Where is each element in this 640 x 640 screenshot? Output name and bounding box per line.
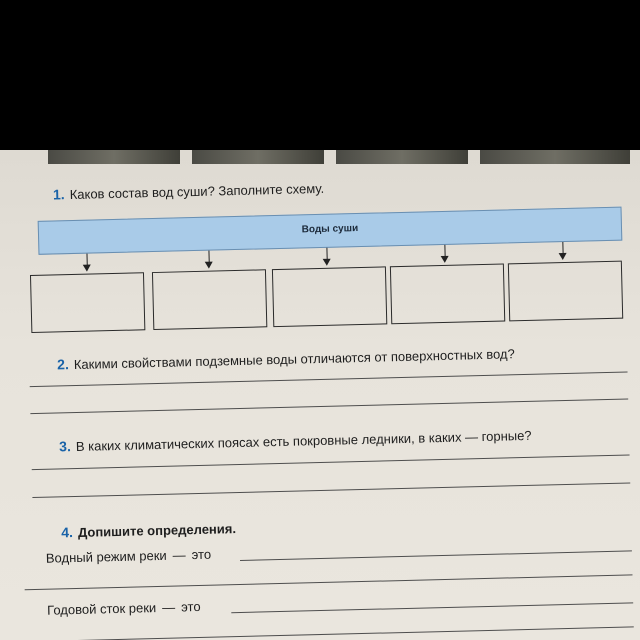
arrow-down-icon bbox=[562, 242, 563, 256]
answer-line[interactable] bbox=[30, 398, 628, 414]
worksheet-content bbox=[0, 150, 640, 640]
definition-term: Годовой сток реки bbox=[46, 600, 157, 618]
question-text: В каких климатических поясах есть покровные ледники, в каких — горные? bbox=[75, 427, 532, 454]
answer-line[interactable] bbox=[32, 482, 630, 498]
diagram-answer-box[interactable] bbox=[272, 266, 387, 327]
diagram-answer-box[interactable] bbox=[390, 263, 505, 324]
question-3 bbox=[59, 427, 532, 455]
diagram-answer-box[interactable] bbox=[30, 272, 145, 333]
question-number: 4. bbox=[61, 524, 74, 541]
definition-2 bbox=[47, 599, 201, 618]
question-4 bbox=[61, 520, 236, 540]
definition-dash: — bbox=[162, 599, 176, 615]
answer-line[interactable] bbox=[240, 550, 632, 561]
question-number: 2. bbox=[56, 356, 70, 373]
diagram-root-banner bbox=[38, 207, 623, 255]
arrow-down-icon bbox=[86, 254, 87, 268]
definition-dash: — bbox=[172, 547, 186, 563]
question-text: Каков состав вод суши? Заполните схему. bbox=[69, 180, 325, 203]
question-text: Какими свойствами подземные воды отличаются от поверхностных вод? bbox=[73, 346, 515, 373]
diagram-answer-box[interactable] bbox=[508, 261, 623, 322]
question-2 bbox=[57, 345, 515, 372]
definition-1 bbox=[46, 547, 212, 566]
question-1 bbox=[53, 180, 324, 203]
definition-word: это bbox=[191, 546, 212, 563]
answer-line[interactable] bbox=[26, 626, 634, 640]
definition-term: Водный режим реки bbox=[45, 547, 167, 566]
arrow-down-icon bbox=[208, 251, 209, 265]
diagram-root-label: Воды суши bbox=[301, 223, 359, 236]
answer-line[interactable] bbox=[25, 574, 633, 590]
definition-word: это bbox=[181, 598, 201, 615]
question-text: Допишите определения. bbox=[77, 521, 237, 540]
question-number: 1. bbox=[52, 186, 65, 203]
arrow-down-icon bbox=[444, 245, 445, 259]
arrow-down-icon bbox=[326, 248, 327, 262]
diagram-answer-box[interactable] bbox=[152, 269, 267, 330]
worksheet-page bbox=[0, 150, 640, 640]
answer-line[interactable] bbox=[32, 454, 630, 470]
answer-line[interactable] bbox=[30, 371, 628, 387]
answer-line[interactable] bbox=[231, 602, 633, 613]
question-number: 3. bbox=[58, 438, 72, 455]
